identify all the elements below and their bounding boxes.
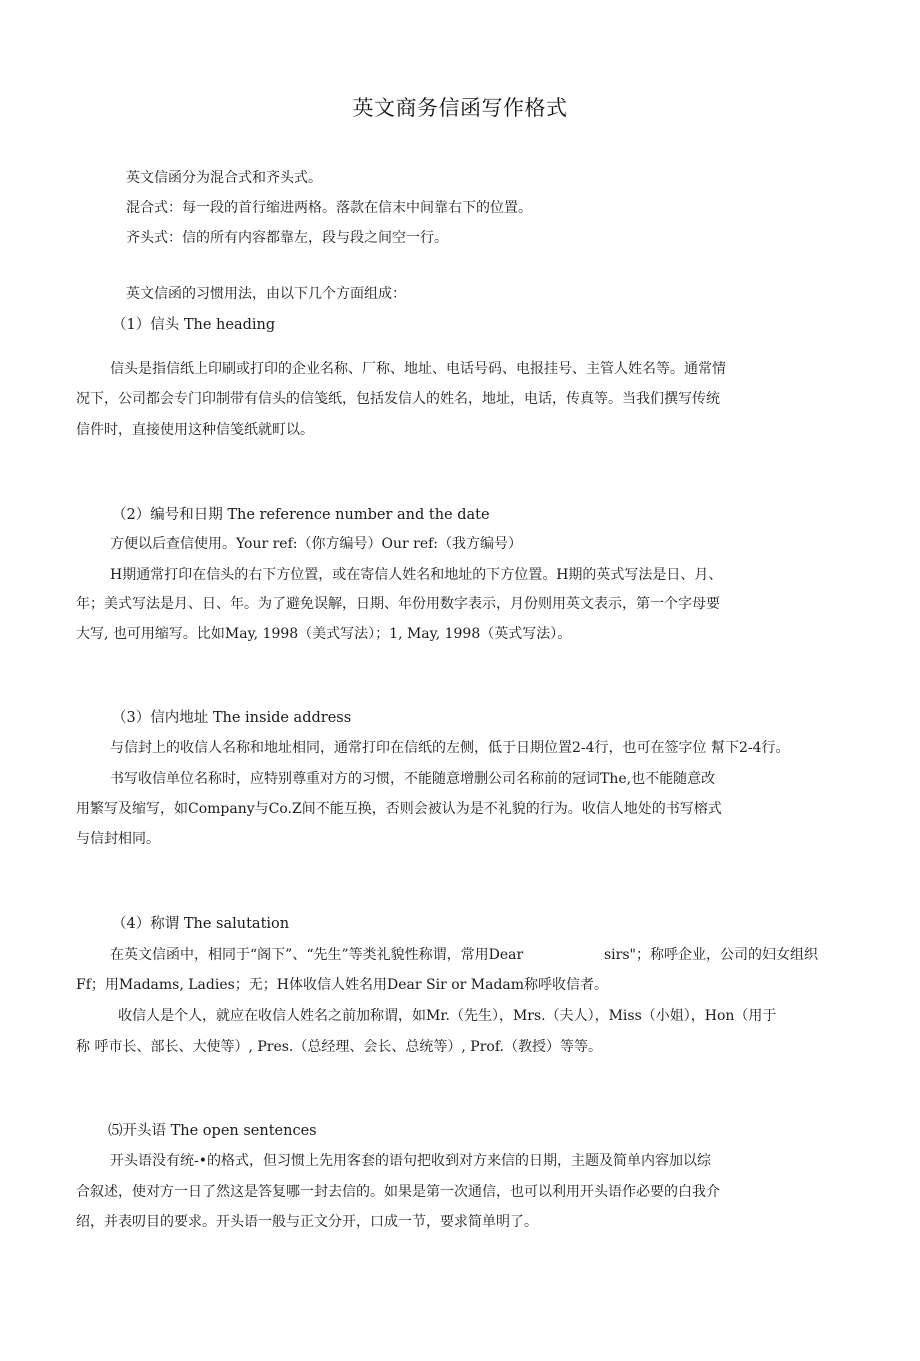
body-line: 况下，公司都会专门印制带有信头的信笺纸，包括发信人的姓名，地址，电话，传真等。当我们撰写传统 [76,391,720,407]
body-line: 信件时，直接使用这种信笺纸就町以。 [76,422,314,438]
intro-line: 混合式：每一段的首行缩进两格。落款在信末中间靠右下的位置。 [126,200,532,216]
body-line: 年；美式写法是月、日、年。为了避免误解，日期、年份用数字表示，月份则用英文表示，第一个字母要 [76,596,720,612]
body-line: H期通常打印在信头的右下方位置，或在寄信人姓名和地址的下方位置。H期的英式写法是日、月、 [110,567,723,583]
body-line: 大写, 也可用缩写。比如May, 1998（美式写法）；1, May, 1998（英式写法）。 [76,626,572,642]
body-line: 信头是指信纸上印刷或打印的企业名称、厂称、地址、电话号码、电报挂号、主管人姓名等。通常情 [110,361,726,377]
body-line: 与信封上的收信人名称和地址相同，通常打印在信纸的左侧，低于日期位置2-4行，也可在签字位 幫下2-4行。 [110,740,790,756]
section-heading-2: （2）编号和日期 The reference number and the date [112,507,490,523]
section-heading-4: （4）称谓 The salutation [112,916,290,932]
body-line: 用繁写及缩写，如Company与Co.Z间不能互换，否则会被认为是不礼貌的行为。收信人地处的书写榕式 [76,801,722,817]
intro-line: 英文信函分为混合式和齐头式。 [126,170,322,186]
intro-line: 齐头式：信的所有内容都靠左，段与段之间空一行。 [126,230,448,246]
intro-line: 英文信函的习惯用法，由以下几个方面组成： [126,286,406,302]
body-line: 合叙述，使对方一日了然这是答复哪一封去信的。如果是第一次通信，也可以利用开头语作必要的白我介 [76,1184,720,1200]
body-line: Ff；用Madams, Ladies；无；H体收信人姓名用Dear Sir or Madam称呼收信者。 [76,977,609,993]
section-heading-5: ⑸开头语 The open sentences [108,1123,317,1139]
body-line: 方便以后查信使用。Your ref:（你方编号）Our ref:（我方编号） [110,536,523,552]
body-line: sirs"；称呼企业，公司的妇女组织 [604,947,818,963]
section-heading-3: （3）信内地址 The inside address [112,710,352,726]
body-line: 收信人是个人，就应在收信人姓名之前加称谓，如Mr.（先生），Mrs.（夫人），Miss（小姐），Hon（用于 [118,1008,777,1024]
page-title: 英文商务信函写作格式 [352,96,568,120]
body-line: 书写收信单位名称时，应特别尊重对方的习惯，不能随意增删公司名称前的冠词The,也不能随意改 [110,771,716,787]
body-line: 在英文信函中，相同于“阁下”、“先生”等类礼貌性称谓，常用Dear [110,947,524,963]
section-heading-1: （1）信头 The heading [112,317,276,333]
body-line: 绍，并表叨目的要求。开头语一般与正文分开，口成一节，要求简单明了。 [76,1214,538,1230]
body-line: 称 呼市长、部长、大使等）, Pres.（总经理、会长、总统等）, Prof.（教授）等等。 [76,1039,602,1055]
body-line: 与信封相同。 [76,831,160,847]
body-line: 开头语没有统-•的格式，但习惯上先用客套的语句把收到对方来信的日期，主题及简单内容加以综 [110,1153,711,1169]
